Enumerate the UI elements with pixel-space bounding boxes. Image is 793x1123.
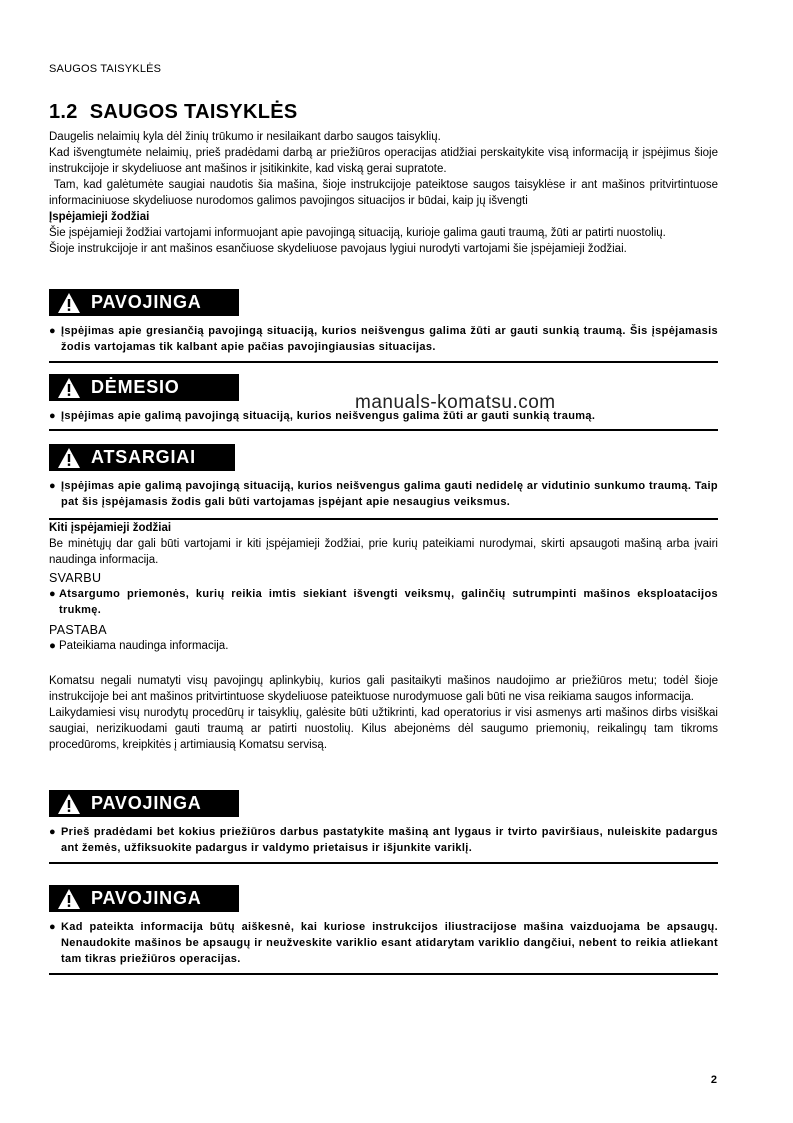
important-text: [49, 586, 718, 618]
warning-text-content: Įspėjimas apie galimą pavojingą situaciją, kurios neišvengus galima gauti nedidelę ar vidutinio sunkumo traumą. Taip pat šis įspėjamasis žodis gali būti vartojamas įspėjant apie nesaugius veiksmus.: [61, 479, 718, 508]
warning-label: [49, 374, 239, 401]
warning-text: [49, 919, 718, 967]
komatsu-block: [49, 673, 718, 753]
warning-triangle-icon: [57, 888, 81, 910]
intro-paragraph: Tam, kad galėtumėte saugiai naudotis šia mašina, šioje instrukcijoje pateiktose saugos taisyklėse ir ant mašinos pritvirtintuose informaciniuose skydeliuose nurodomos galimos pavojingos situacijos ir būdai, kaip jų išvengti: [49, 179, 722, 207]
section-number: 1.2: [49, 101, 78, 123]
warning-triangle-icon: [57, 292, 81, 314]
komatsu-paragraph: Laikydamiesi visų nurodytų procedūrų ir taisyklių, galėsite būti užtikrinti, kad operatorius ir visi asmenys arti mašinos dirbs visiškai saugiai, nerizikuodami gauti traumą ar patirti nuostolių. Kilus abejonėms dėl saugumo priemonių, reikalingų tam tikroms procedūroms, kreipkitės į artimiausią Komatsu servisą.: [49, 707, 718, 751]
divider: [49, 862, 718, 864]
note-text-content: Pateikiama naudinga informacija.: [59, 640, 229, 652]
bullet-icon: ●: [49, 324, 56, 337]
bullet-icon: ●: [49, 479, 56, 492]
warning-triangle-icon: [57, 793, 81, 815]
warning-box-danger: [49, 289, 718, 363]
other-signals-text: Be minėtųjų dar gali būti vartojami ir kiti įspėjamieji žodžiai, prie kurių pateikiami nurodymai, skirti apsaugoti mašiną arba įvairi naudinga informacija.: [49, 538, 718, 566]
warning-label: [49, 885, 239, 912]
note-label: PASTABA: [49, 623, 107, 637]
warning-triangle-icon: [57, 447, 81, 469]
other-signals-label: Kiti įspėjamieji žodžiai: [49, 522, 172, 534]
bullet-icon: ●: [49, 640, 56, 652]
warning-text: [49, 478, 718, 510]
divider: [49, 429, 718, 431]
divider: [49, 361, 718, 363]
warning-label: [49, 289, 239, 316]
page-number: 2: [710, 1074, 717, 1086]
komatsu-paragraph: Komatsu negali numatyti visų pavojingų aplinkybių, kurios gali pasitaikyti mašinos naudojimo ar priežiūros metu; todėl šioje instrukcijoje bei ant mašinos pritvirtintuose skydeliuose pateiktuose nurodymuose gali būti ne visa reikiama saugos informacija.: [49, 675, 718, 703]
section-title: [49, 101, 298, 124]
bullet-icon: ●: [49, 920, 56, 933]
warning-box-atsargiai: [49, 444, 718, 520]
important-text-content: Atsargumo priemonės, kurių reikia imtis siekiant išvengti veiksmų, galinčių sutrumpinti mašinos eksploatacijos trukmę.: [59, 588, 718, 616]
warning-text-content: Įspėjimas apie galimą pavojingą situaciją, kurios neišvengus galima žūti ar gauti sunkią traumą.: [61, 409, 596, 422]
danger-box: [49, 790, 718, 864]
warning-triangle-icon: [57, 377, 81, 399]
warning-label-text: ATSARGIAI: [91, 447, 196, 467]
warning-label-text: DĖMESIO: [91, 377, 180, 397]
watermark: manuals-komatsu.com: [355, 392, 556, 413]
warning-text-content: Įspėjimas apie gresiančią pavojingą situaciją, kurios neišvengus galima žūti ar gauti sunkią traumą. Šis įspėjamasis žodis vartojamas tik kalbant apie pačias pavojingiausias situacijas.: [61, 324, 718, 353]
intro-paragraph: Kad išvengtumėte nelaimių, prieš pradėdami darbą ar priežiūros operacijas atidžiai perskaitykite visą informaciją ir įspėjimus šioje instrukcijoje ir skydeliuose ant mašinos ir įsitikinkite, kad viską gerai supratote.: [49, 147, 718, 175]
section-title-text: SAUGOS TAISYKLĖS: [89, 101, 298, 123]
signal-words-label: Įspėjamieji žodžiai: [49, 211, 150, 223]
warning-label-text: PAVOJINGA: [91, 793, 202, 813]
warning-label-text: PAVOJINGA: [91, 888, 202, 908]
intro-paragraph: Daugelis nelaimių kyla dėl žinių trūkumo ir nesilaikant darbo saugos taisyklių.: [49, 131, 441, 143]
note-text: [49, 638, 718, 654]
running-header: SAUGOS TAISYKLĖS: [49, 63, 162, 75]
warning-label: [49, 790, 239, 817]
bullet-icon: ●: [49, 409, 56, 422]
intro-paragraph: Šie įspėjamieji žodžiai vartojami informuojant apie pavojingą situaciją, kurioje galima gauti traumą, žūti ar patirti nuostolių.: [49, 227, 666, 239]
intro-block: [49, 129, 722, 257]
important-label: SVARBU: [49, 571, 102, 585]
bullet-icon: ●: [49, 588, 56, 600]
warning-text: [49, 824, 718, 856]
warning-text-content: Kad pateikta informacija būtų aiškesnė, kai kuriose instrukcijos iliustracijose mašina vaizduojama be apsaugų. Nenaudokite mašinos be apsaugų ir neužveskite variklio esant atidarytam variklio dangčiui, nebent to reikia atliekant tam tikras priežiūros operacijas.: [61, 920, 718, 965]
warning-label-text: PAVOJINGA: [91, 292, 202, 312]
intro-paragraph: Šioje instrukcijoje ir ant mašinos esančiuose skydeliuose pavojaus lygiui nurodyti vartojami šie įspėjamieji žodžiai.: [49, 243, 627, 255]
other-signals-block: [49, 520, 718, 654]
divider: [49, 973, 718, 975]
warning-text: [49, 323, 718, 355]
warning-label: [49, 444, 235, 471]
bullet-icon: ●: [49, 825, 56, 838]
danger-box: [49, 885, 718, 975]
warning-text-content: Prieš pradėdami bet kokius priežiūros darbus pastatykite mašiną ant lygaus ir tvirto paviršiaus, nuleiskite padargus ant žemės, užfiksuokite padargus ir valdymo prietaisus ir išjunkite variklį.: [61, 825, 718, 854]
